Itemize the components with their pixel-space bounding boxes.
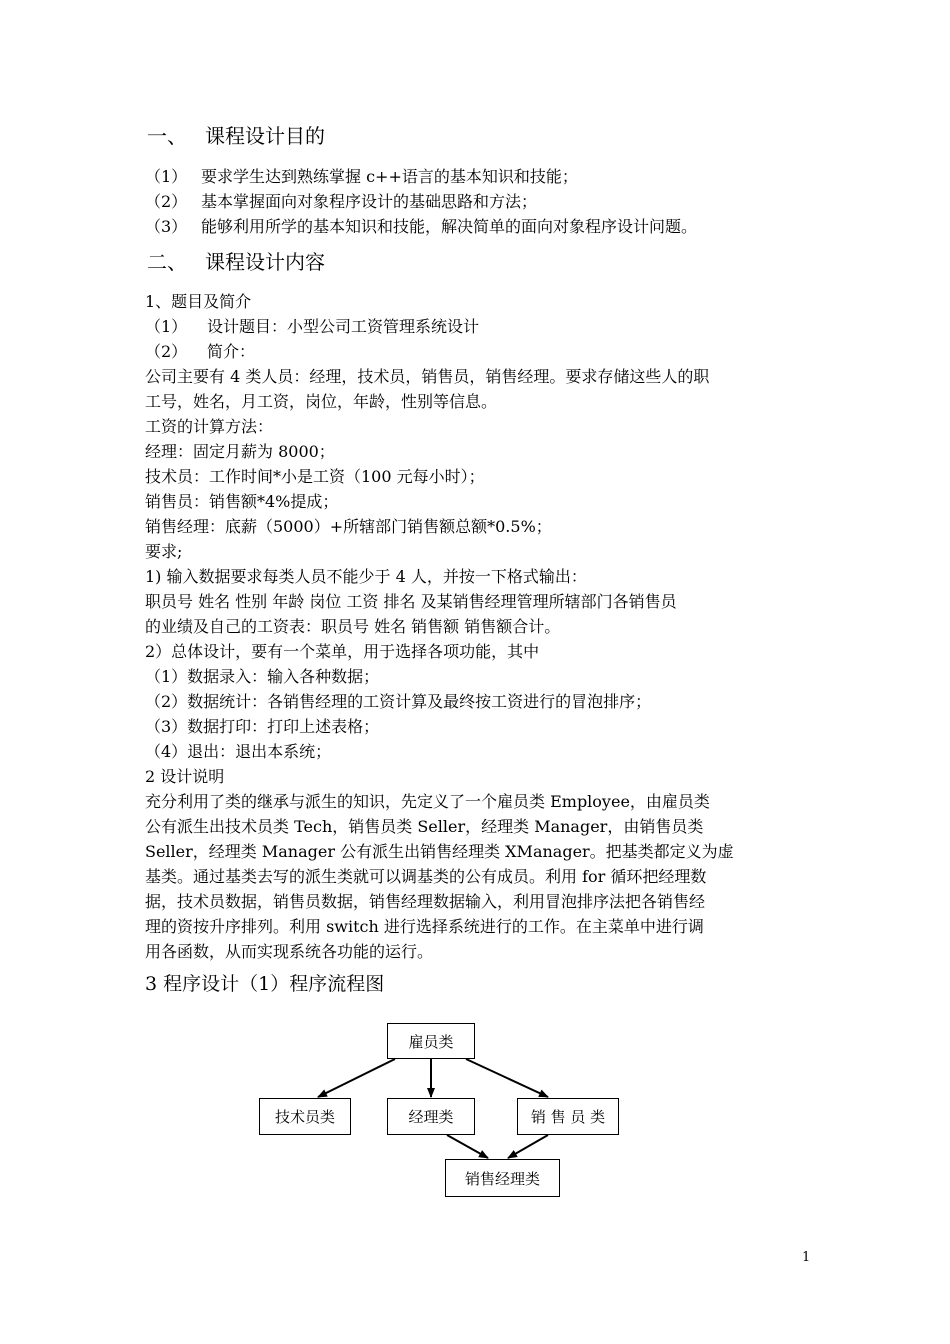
item-number: （1）	[145, 167, 188, 186]
calc-title: 工资的计算方法：	[145, 417, 274, 436]
section-title: 课程设计目的	[205, 124, 325, 148]
paragraph-line: 理的资按升序排列。利用 switch 进行选择系统进行的工作。在主菜单中进行调	[145, 917, 704, 936]
node-sales-manager-class: 销售经理类	[445, 1159, 560, 1197]
menu-item: （2）数据统计：各销售经理的工资计算及最终按工资进行的冒泡排序；	[145, 692, 652, 711]
arrow-employee-to-seller	[466, 1059, 548, 1097]
requirement-line: 1) 输入数据要求每类人员不能少于 4 人，并按一下格式输出：	[145, 567, 587, 586]
arrow-employee-to-tech	[318, 1059, 395, 1097]
arrow-seller-to-smanager	[508, 1135, 548, 1158]
menu-item: （4）退出：退出本系统；	[145, 742, 332, 761]
calc-line: 销售员：销售额*4%提成；	[145, 492, 339, 511]
requirements-title: 要求;	[145, 542, 183, 561]
calc-line: 经理：固定月薪为 8000；	[145, 442, 335, 461]
item-text: 要求学生达到熟练掌握 c++语言的基本知识和技能；	[201, 167, 578, 186]
menu-item: （3）数据打印：打印上述表格；	[145, 717, 380, 736]
section-number: 二、	[147, 250, 187, 274]
item-number: （1）	[145, 317, 188, 336]
section-title: 课程设计内容	[205, 250, 325, 274]
page-number: 1	[802, 1250, 811, 1265]
arrow-manager-to-smanager	[447, 1135, 488, 1158]
paragraph-line: 用各函数，从而实现系统各功能的运行。	[145, 942, 434, 961]
paragraph-line: 充分利用了类的继承与派生的知识，先定义了一个雇员类 Employee，由雇员类	[145, 792, 710, 811]
node-employee-class: 雇员类	[387, 1023, 475, 1059]
item-number: （2）	[145, 342, 188, 361]
calc-line: 销售经理：底薪（5000）+所辖部门销售额总额*0.5%；	[145, 517, 552, 536]
requirement-line: 职员号 姓名 性别 年龄 岗位 工资 排名 及某销售经理管理所辖部门各销售员	[145, 592, 677, 611]
requirement-line: 2）总体设计，要有一个菜单，用于选择各项功能，其中	[145, 642, 540, 661]
subsection-heading: 3 程序设计（1）程序流程图	[145, 973, 385, 995]
requirement-line: 的业绩及自己的工资表：职员号 姓名 销售额 销售额合计。	[145, 617, 561, 636]
menu-item: （1）数据录入：输入各种数据；	[145, 667, 380, 686]
item-text: 基本掌握面向对象程序设计的基础思路和方法；	[201, 192, 538, 211]
paragraph-line: 据，技术员数据，销售员数据，销售经理数据输入，利用冒泡排序法把各销售经	[145, 892, 706, 911]
item-number: （2）	[145, 192, 188, 211]
item-number: （3）	[145, 217, 188, 236]
paragraph-line: 公有派生出技术员类 Tech，销售员类 Seller，经理类 Manager，由销售员类	[145, 817, 704, 836]
node-manager-class: 经理类	[387, 1098, 475, 1135]
paragraph-line: Seller，经理类 Manager 公有派生出销售经理类 XManager。把基类都定义为虚	[145, 842, 734, 861]
paragraph-line: 公司主要有 4 类人员：经理，技术员，销售员，销售经理。要求存储这些人的职	[145, 367, 710, 386]
subsection-heading: 2 设计说明	[145, 767, 225, 786]
item-text: 能够利用所学的基本知识和技能，解决简单的面向对象程序设计问题。	[201, 217, 698, 236]
section-number: 一、	[147, 124, 187, 148]
paragraph-line: 工号，姓名，月工资，岗位，年龄，性别等信息。	[145, 392, 498, 411]
calc-line: 技术员：工作时间*小是工资（100 元每小时）；	[145, 467, 485, 486]
topic-text: 设计题目：小型公司工资管理系统设计	[207, 317, 480, 336]
paragraph-line: 基类。通过基类去写的派生类就可以调基类的公有成员。利用 for 循环把经理数	[145, 867, 707, 886]
subsection-heading: 1、题目及简介	[145, 292, 252, 311]
brief-text: 简介：	[207, 342, 256, 361]
node-tech-class: 技术员类	[259, 1098, 351, 1135]
node-seller-class: 销 售 员 类	[517, 1098, 619, 1135]
